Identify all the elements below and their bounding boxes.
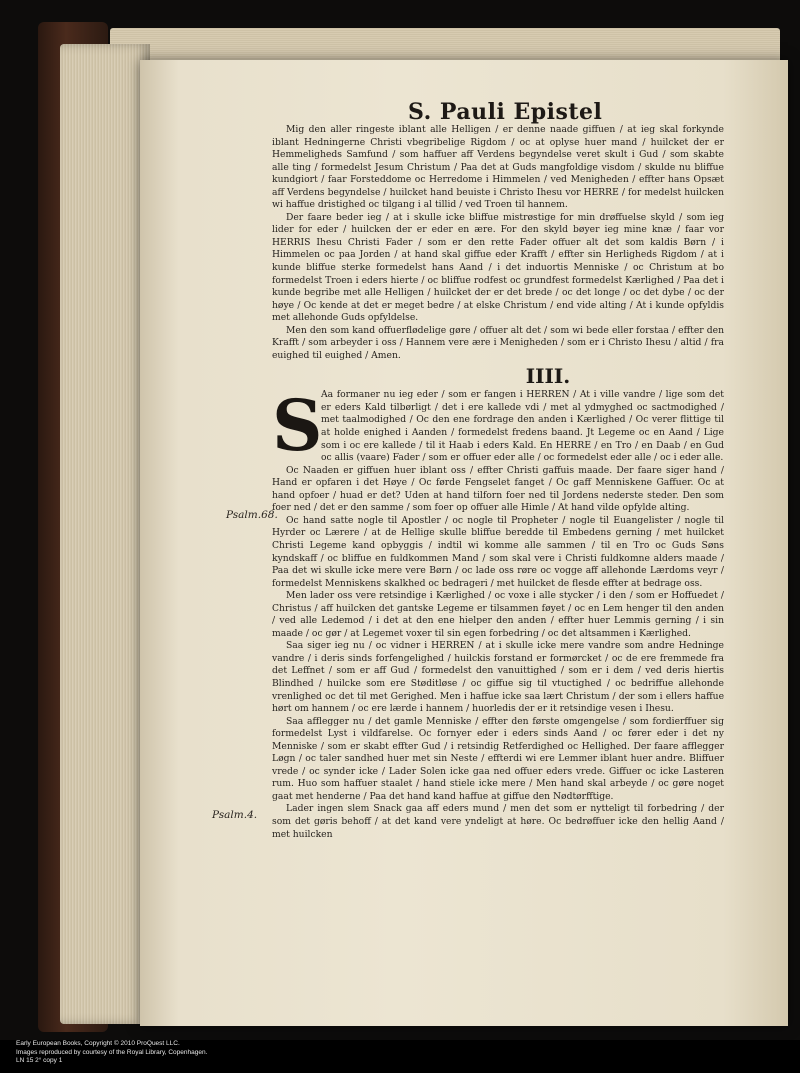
paragraph: Saa afflegger nu / det gamle Menniske / effter den første omgengelse / som fordierffuer sig formedelst Lyst i vildfarelse. Oc fornyer eder i eders sinds Aand / oc fører eder i det ny Menniske / som er skabt effter Gud / i retsindig Retferdighed oc Hellighed. Der faare afflegger Løgn / oc taler sandhed huer met sin Neste / effterdi wi ere Lemmer iblant huer andre. Bliffuer vrede / oc synder icke / Lader Solen icke gaa ned offuer eders vrede. Giffuer oc icke Lasteren rum. Huo som haffuer staalet / hand stiele icke mere / Men hand skal arbeyde / oc gøre noget gaat met henderne / Paa det hand kand haffue at giffue den Nødtørfftige.: [272, 715, 724, 802]
paragraph: Lader ingen slem Snack gaa aff eders mund / men det som er nytteligt til forbedring / der som det gøris behoff / at det kand vere yndeligt at høre. Oc bedrøffuer icke den hellig Aand / met huilcken: [272, 803, 724, 840]
paragraph: Oc hand satte nogle til Apostler / oc nogle til Propheter / nogle til Euangelister / nogle til Hyrder oc Lærere / at de Hellige skulle bliffue beredde til Embedens gerning / met huilcket Christi Legeme kand opbyggis / indtil wi komme alle sammen / til en Tro oc Guds Søns kyndskaff / oc bliffue en fuldkommen Mand / som skal vere i Christi fuldkomne alders maade / Paa det wi skulle icke mere vere Børn / oc lade oss røre oc vogge aff allehonde Lærdoms veyr / formedelst Menniskens skalkhed oc bedrageri / met huilcket de flesde effter at bedrage oss.: [272, 514, 724, 589]
margin-note: Psalm.68.: [226, 509, 278, 521]
footer-line: Images reproduced by courtesy of the Royal Library, Copenhagen.: [16, 1048, 208, 1056]
opening-text: Aa formaner nu ieg eder / som er fangen i HERREN / At i ville vandre / lige som det er eders Kald tilbørligt / det i ere kallede vdi / met al ydmyghed oc sactmodighed / met taalmodighed / Oc den ene fordrage den anden i Kærlighed / Oc verer flittige til at holde enighed i Aanden / formedelst fredens baand. Jt Legeme oc en Aand / Lige som i oc ere kallede / til it Haab i eders Kald. En HERRE / en Tro / en Daab / en Gud oc allis (vaare) Fader / som er offuer eder alle / oc formedelst eder alle / oc i eder alle.: [321, 389, 724, 464]
footer-line: LN 15 2° copy 1: [16, 1057, 63, 1065]
chapter-number: IIII.: [525, 364, 571, 389]
drop-initial: S: [272, 384, 323, 468]
paragraph: Men den som kand offuerflødelige gøre / offuer alt det / som wi bede eller forstaa / effter den Krafft / som arbeyder i oss / Hannem vere ære i Menigheden / som er i Christo Ihesu / altid / fra euighed til euighed / Amen.: [272, 324, 724, 361]
running-head: S. Pauli Epistel: [408, 99, 603, 125]
page-fore-edges: [60, 44, 150, 1024]
paragraph: Oc Naaden er giffuen huer iblant oss / effter Christi gaffuis maade. Der faare siger hand / Hand er opfaren i det Høye / Oc førde Fengselet fanget / Oc gaff Menniskene Gaffuer. Oc at hand opfoer / huad er det? Uden at hand tilforn foer ned til Jordens nederste steder. Den som foer ned / det er den samme / som foer op offuer alle Himle / At hand vilde opfylde alting.: [272, 464, 724, 514]
paragraph: Mig den aller ringeste iblant alle Helligen / er denne naade giffuen / at ieg skal forkynde iblant Hedningerne Christi vbegribelige Rigdom / oc at oplyse huer mand / huilcket der er Hemmeligheds Samfund / som haffuer aff Verdens begyndelse veret skult i Gud / som skabte alle ting / formedelst Jesum Christum / Paa det at Guds mangfoldige visdom / skulde nu bliffue kundgiort / faar Forsteddome oc Herredome i Himmelen / ved Menigheden / effter hans Opsæt aff Verdens begyndelse / huilcket hand beuiste i Christo Ihesu vor HERRE / for medelst huilcken wi haffue dristighed oc tilgang i al tillid / ved Troen til hannem.: [272, 124, 724, 211]
footer-line: Early European Books, Copyright © 2010 ProQuest LLC.: [16, 1040, 180, 1047]
paragraph: Der faare beder ieg / at i skulle icke bliffue mistrøstige for min drøffuelse skyld / som ieg lider for eder / huilcken der er eder en ære. For den skyld bøyer ieg mine knæ / faar vor HERRIS Ihesu Christi Fader / som er den rette Fader offuer alt det som kaldis Børn / i Himmelen oc paa Jorden / at hand skal giffue eder Krafft / effter sin Herligheds Rigdom / at i kunde bliffue sterke formedelst hans Aand / i det induortis Menniske / oc Christum at bo formedelst Troen i eders hierte / oc bliffue rodfest oc grundfest formedelst Kærlighed / Paa det i kunde begribe met alle Helligen / huilcket der er det brede / oc det longe / oc det dybe / oc der høye / Oc kende at det er meget bedre / at elske Christum / end vide alting / At i kunde opfyldis met allehonde Guds opfyldelse.: [272, 211, 724, 324]
page-text: [272, 124, 724, 841]
paragraph: Men lader oss vere retsindige i Kærlighed / oc voxe i alle stycker / i den / som er Hoffuedet / Christus / aff huilcken det gantske Legeme er tilsammen føyet / oc en Lem henger til den anden / ved alle Ledemod / i det at den ene hielper den anden / effter huer Lemmis gerning / i sin maade / oc gør / at Legemet voxer til sin egen forbedring / oc det altsammen i Kærlighed.: [272, 590, 724, 639]
copyright-footer: [16, 1040, 207, 1066]
paragraph: Saa siger ieg nu / oc vidner i HERREN / at i skulle icke mere vandre som andre Hedninge vandre / i deris sinds forfengelighed / huilckis forstand er formørcket / oc de ere fremmede fra det Leffnet / som er aff Gud / formedelst den vanuittighed / som er i dem / ved deris hiertis Blindhed / huilcke som ere Støditløse / oc giffue sig til vtuctighed / oc bedriffue allehonde vrenlighed oc det til met Gerighed. Men i haffue icke saa lært Christum / der som i ellers haffue hørt om hannem / oc ere lærde i hannem / huorledis der er it retsindige vesen i Ihesu.: [272, 640, 724, 715]
margin-note: Psalm.4.: [212, 809, 258, 821]
chapter-opening-paragraph: [272, 384, 724, 468]
